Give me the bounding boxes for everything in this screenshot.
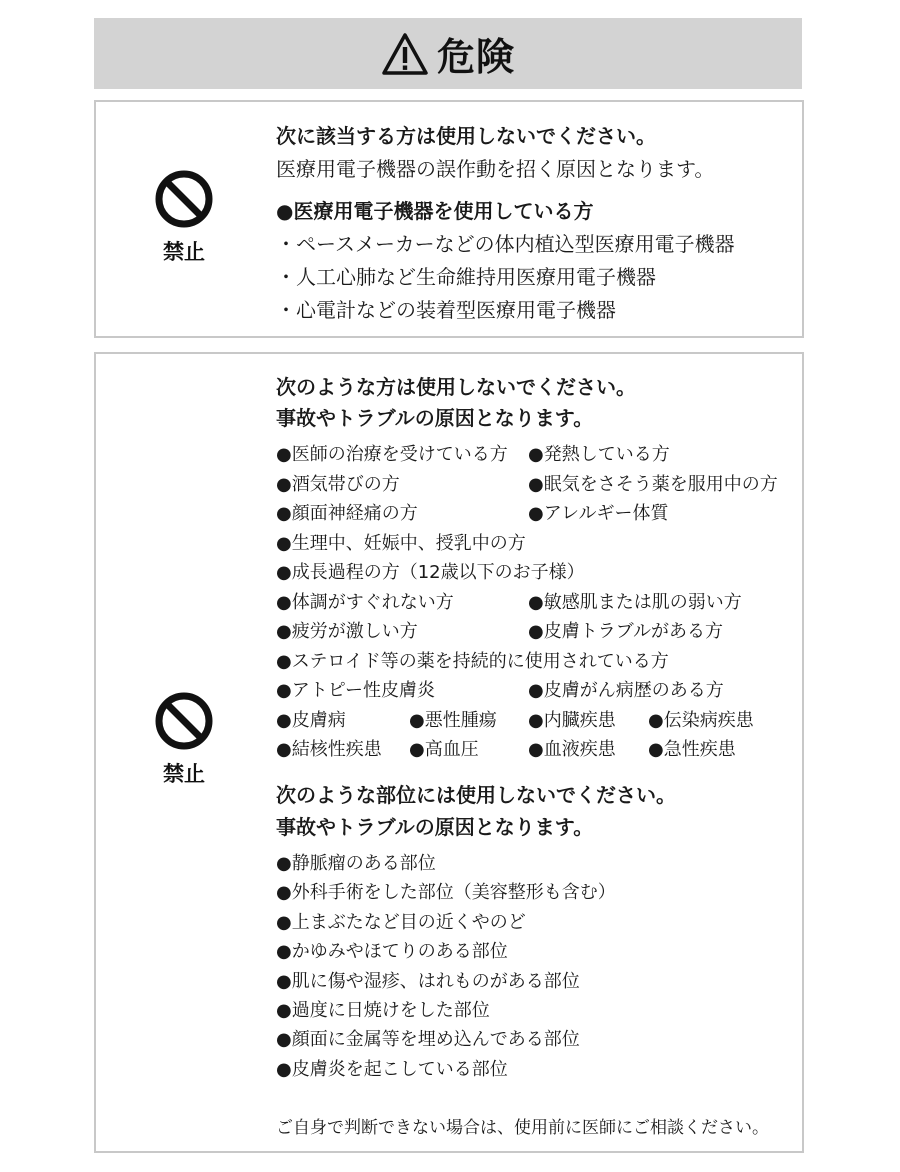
condition-item: ●皮膚病 [276,710,346,731]
condition-item: ●顔面神経痛の方 [276,503,418,524]
condition-item: ●発熱している方 [528,444,670,465]
medical-device-warning-box [94,100,804,338]
condition-item: ●生理中、妊娠中、授乳中の方 [276,533,526,554]
body-part-item: ●外科手術をした部位（美容整形も含む） [276,882,616,903]
person-and-body-part-warning-box [94,352,804,1153]
list-item: ・ペースメーカーなどの体内植込型医療用電子機器 [276,232,735,256]
condition-item: ●疲労が激しい方 [276,621,418,642]
prohibition-label: 禁止 [163,240,205,264]
prohibition-mark [149,690,219,788]
prohibition-label: 禁止 [163,762,205,786]
condition-item: ●皮膚がん病歴のある方 [528,680,724,701]
consult-doctor-note: ご自身で判断できない場合は、使用前に医師にご相談ください。 [276,1118,769,1138]
condition-item: ●結核性疾患 [276,739,382,760]
danger-title: 危険 [436,35,515,79]
body-part-item: ●肌に傷や湿疹、はれものがある部位 [276,971,580,992]
condition-item: ●高血圧 [409,739,479,760]
condition-item: ●血液疾患 [528,739,616,760]
danger-header [94,18,802,89]
condition-item: ●体調がすぐれない方 [276,592,454,613]
body-part-item: ●上まぶたなど目の近くやのど [276,912,526,933]
warning-triangle-icon [381,32,429,76]
list-item: ・心電計などの装着型医療用電子機器 [276,298,616,322]
condition-item: ●アレルギー体質 [528,503,669,524]
condition-item: ●敏感肌または肌の弱い方 [528,592,742,613]
body-part-item: ●かゆみやほてりのある部位 [276,941,508,962]
condition-item: ●酒気帯びの方 [276,474,400,495]
persons-heading: 次のような方は使用しないでください。 [276,375,636,399]
body-part-item: ●過度に日焼けをした部位 [276,1000,490,1021]
section1-heading: 次に該当する方は使用しないでください。 [276,124,656,148]
body-part-item: ●皮膚炎を起こしている部位 [276,1059,508,1080]
body-parts-subheading: 事故やトラブルの原因となります。 [276,815,594,839]
condition-item: ●急性疾患 [648,739,736,760]
prohibited-icon [153,690,215,752]
body-parts-heading: 次のような部位には使用しないでください。 [276,783,676,807]
condition-item: ●伝染病疾患 [648,710,754,731]
prohibition-mark [149,168,219,266]
condition-item: ●ステロイド等の薬を持続的に使用されている方 [276,651,669,672]
condition-item: ●皮膚トラブルがある方 [528,621,723,642]
condition-item: ●アトピー性皮膚炎 [276,680,435,701]
persons-subheading: 事故やトラブルの原因となります。 [276,406,594,430]
body-part-item: ●静脈瘤のある部位 [276,853,436,874]
body-part-item: ●顔面に金属等を埋め込んである部位 [276,1029,580,1050]
condition-item: ●眠気をさそう薬を服用中の方 [528,474,778,495]
condition-item: ●内臓疾患 [528,710,616,731]
list-item: ・人工心肺など生命維持用医療用電子機器 [276,265,656,289]
condition-item: ●成長過程の方（12歳以下のお子様） [276,562,585,583]
condition-item: ●悪性腫瘍 [409,710,497,731]
section1-subheading: 医療用電子機器の誤作動を招く原因となります。 [276,157,715,181]
condition-item: ●医師の治療を受けている方 [276,444,508,465]
prohibited-icon [153,168,215,230]
section1-group-title: ●医療用電子機器を使用している方 [276,199,594,223]
